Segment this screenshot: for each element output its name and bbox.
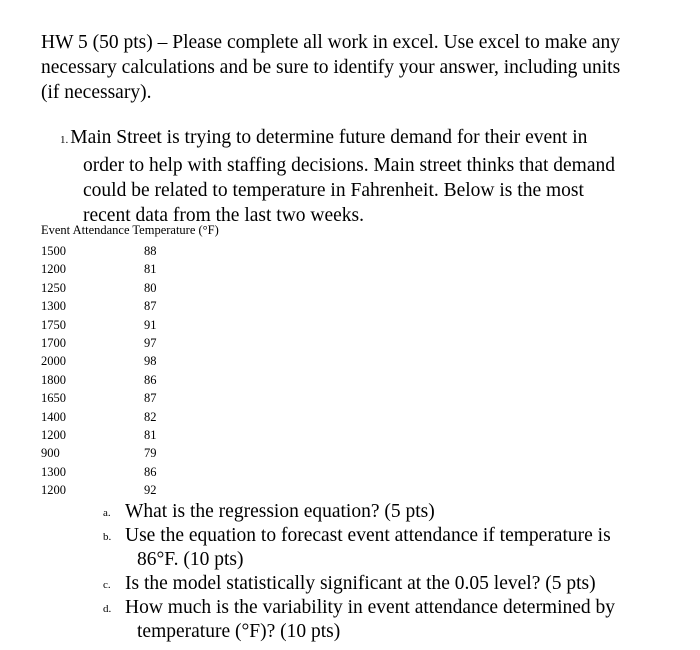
table-row bbox=[41, 334, 261, 352]
attendance-cell: 1300 bbox=[41, 464, 66, 479]
attendance-cell: 1800 bbox=[41, 372, 66, 387]
temperature-cell: 82 bbox=[144, 409, 157, 424]
subquestion-letter: c. bbox=[103, 579, 111, 591]
attendance-cell: 1200 bbox=[41, 483, 66, 498]
temperature-cell: 79 bbox=[144, 446, 157, 461]
temperature-cell: 80 bbox=[144, 280, 157, 295]
temperature-cell: 81 bbox=[144, 427, 157, 442]
attendance-cell: 1200 bbox=[41, 427, 66, 442]
attendance-cell: 1300 bbox=[41, 299, 66, 314]
assignment-intro bbox=[41, 30, 681, 105]
subquestion-d bbox=[103, 596, 663, 644]
attendance-cell: 1750 bbox=[41, 317, 66, 332]
table-row bbox=[41, 279, 261, 297]
table-row bbox=[41, 260, 261, 278]
temperature-cell: 86 bbox=[144, 464, 157, 479]
subquestion-text: Use the equation to forecast event attendance if temperature is bbox=[125, 525, 611, 546]
question-1 bbox=[60, 125, 660, 228]
intro-line: (if necessary). bbox=[41, 82, 152, 103]
question-line: Main Street is trying to determine future demand for their event in bbox=[70, 127, 588, 148]
temperature-cell: 87 bbox=[144, 299, 157, 314]
table-row bbox=[41, 463, 261, 481]
subquestion-text: What is the regression equation? (5 pts) bbox=[125, 501, 435, 522]
intro-line: necessary calculations and be sure to identify your answer, including units bbox=[41, 57, 621, 78]
question-line: recent data from the last two weeks. bbox=[83, 205, 365, 226]
temperature-cell: 87 bbox=[144, 391, 157, 406]
table-row bbox=[41, 316, 261, 334]
attendance-cell: 1650 bbox=[41, 391, 66, 406]
subquestion-text: 86°F. (10 pts) bbox=[137, 549, 244, 570]
table-row bbox=[41, 444, 261, 462]
temperature-cell: 92 bbox=[144, 483, 157, 498]
table-row bbox=[41, 389, 261, 407]
question-number: 1. bbox=[60, 134, 69, 146]
temperature-cell: 88 bbox=[144, 244, 157, 258]
temperature-cell: 86 bbox=[144, 372, 157, 387]
temperature-cell: 98 bbox=[144, 354, 157, 369]
subquestions bbox=[103, 500, 663, 644]
intro-line: HW 5 (50 pts) – Please complete all work in excel. Use excel to make any bbox=[41, 32, 621, 53]
question-line: could be related to temperature in Fahrenheit. Below is the most bbox=[83, 180, 584, 201]
attendance-cell: 2000 bbox=[41, 354, 66, 369]
subquestion-a bbox=[103, 500, 663, 524]
subquestion-letter: d. bbox=[103, 603, 112, 615]
subquestion-b bbox=[103, 524, 663, 572]
attendance-cell: 1700 bbox=[41, 335, 66, 350]
table-row bbox=[41, 297, 261, 315]
temperature-cell: 81 bbox=[144, 262, 157, 277]
table-row bbox=[41, 408, 261, 426]
table-row bbox=[41, 426, 261, 444]
table-header: Event Attendance Temperature (°F) bbox=[41, 223, 219, 237]
temperature-cell: 91 bbox=[144, 317, 157, 332]
attendance-cell: 1500 bbox=[41, 244, 66, 258]
attendance-cell: 1200 bbox=[41, 262, 66, 277]
subquestion-text: temperature (°F)? (10 pts) bbox=[137, 621, 341, 642]
table-row bbox=[41, 481, 261, 499]
question-line: order to help with staffing decisions. Main street thinks that demand bbox=[83, 155, 615, 176]
table-row bbox=[41, 352, 261, 370]
temperature-cell: 97 bbox=[144, 335, 157, 350]
table-body bbox=[41, 242, 261, 499]
attendance-cell: 1250 bbox=[41, 280, 66, 295]
table-row bbox=[41, 242, 261, 260]
data-table bbox=[41, 222, 261, 499]
attendance-cell: 1400 bbox=[41, 409, 66, 424]
subquestion-text: How much is the variability in event attendance determined by bbox=[125, 597, 616, 618]
table-row bbox=[41, 371, 261, 389]
subquestion-letter: a. bbox=[103, 507, 111, 519]
subquestion-letter: b. bbox=[103, 531, 112, 543]
attendance-cell: 900 bbox=[41, 446, 60, 461]
subquestion-c bbox=[103, 572, 663, 596]
subquestion-text: Is the model statistically significant at the 0.05 level? (5 pts) bbox=[125, 573, 596, 594]
